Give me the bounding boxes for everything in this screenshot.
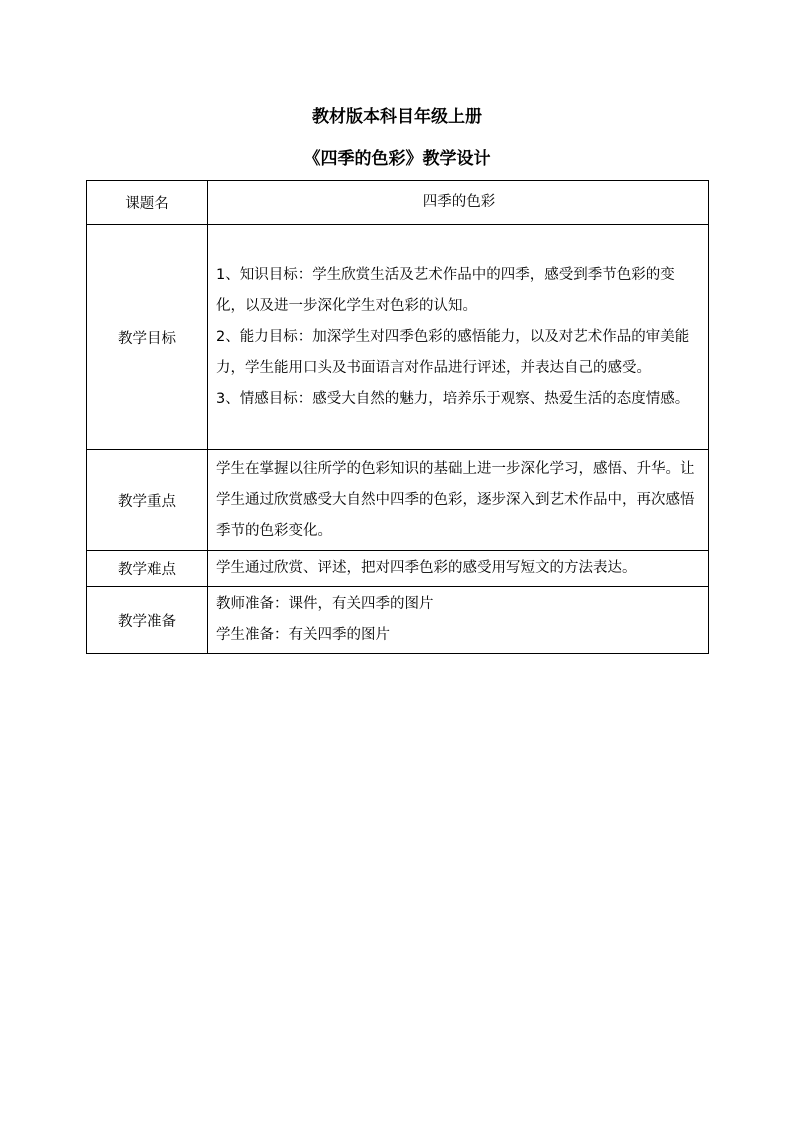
difficulty-content: 学生通过欣赏、评述，把对四季色彩的感受用写短文的方法表达。 — [208, 551, 709, 587]
difficulty-label: 教学难点 — [87, 551, 208, 587]
document-title: 教材版本科目年级上册 — [312, 107, 482, 127]
teacher-preparation: 教师准备：课件，有关四季的图片 — [216, 596, 434, 612]
goals-content — [208, 225, 709, 450]
table-row-goals — [87, 225, 709, 450]
table-row-difficulty — [87, 551, 709, 587]
table-row-preparation — [87, 587, 709, 654]
goal-emotion: 3、情感目标：感受大自然的魅力，培养乐于观察、热爱生活的态度情感。 — [216, 390, 690, 407]
document-subtitle: 《四季的色彩》教学设计 — [303, 149, 491, 169]
lesson-design-table — [86, 180, 709, 654]
preparation-content — [208, 587, 709, 654]
topic-value: 四季的色彩 — [208, 181, 709, 225]
table-row-topic — [87, 181, 709, 225]
focus-content: 学生在掌握以往所学的色彩知识的基础上进一步深化学习，感悟、升华。让学生通过欣赏感受大自然中四季的色彩，逐步深入到艺术作品中，再次感悟季节的色彩变化。 — [208, 450, 709, 551]
focus-label: 教学重点 — [87, 450, 208, 551]
goal-ability: 2、能力目标：加深学生对四季色彩的感悟能力，以及对艺术作品的审美能力，学生能用口头及书面语言对作品进行评述，并表达自己的感受。 — [216, 328, 690, 376]
preparation-label: 教学准备 — [87, 587, 208, 654]
topic-label: 课题名 — [87, 181, 208, 225]
goals-label: 教学目标 — [87, 225, 208, 450]
table-row-focus — [87, 450, 709, 551]
student-preparation: 学生准备：有关四季的图片 — [216, 627, 390, 643]
goal-knowledge: 1、知识目标：学生欣赏生活及艺术作品中的四季，感受到季节色彩的变化，以及进一步深化学生对色彩的认知。 — [216, 266, 675, 314]
